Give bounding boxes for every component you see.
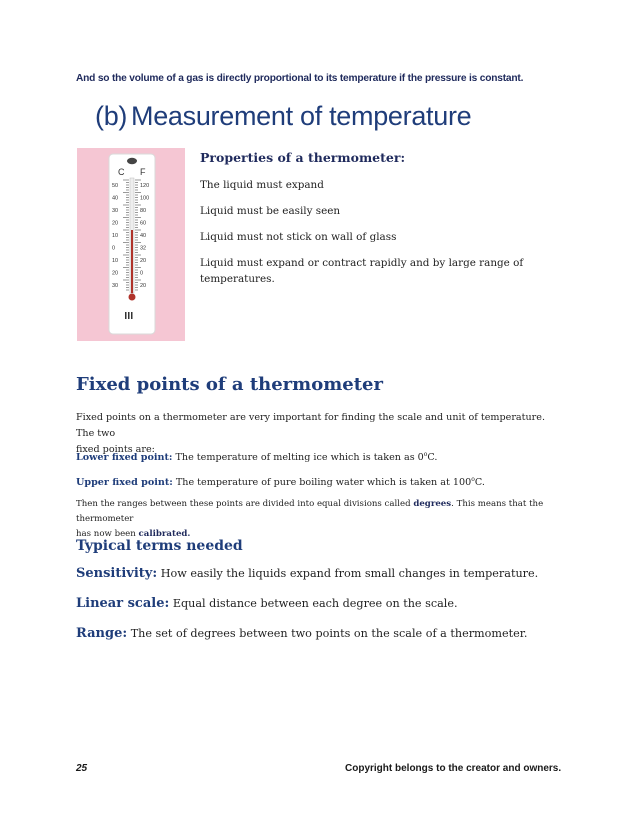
property-item: Liquid must be easily seen [200, 205, 341, 217]
degree-sup: o [423, 451, 428, 458]
fahrenheit-tick-label: 40 [140, 233, 147, 239]
calibration-paragraph [76, 497, 566, 542]
thermometer-image [77, 148, 185, 341]
upper-fixed-point-text: The temperature of pure boiling water which is taken at 100 [172, 477, 472, 489]
calibration-text: has now been [76, 529, 139, 539]
section-title: Measurement of temperature [131, 101, 472, 131]
term-range [76, 626, 527, 641]
copyright-notice: Copyright belongs to the creator and owners. [345, 763, 562, 774]
celsius-tick-label: 30 [112, 208, 119, 214]
fahrenheit-tick-label: 32 [140, 245, 147, 252]
lower-fixed-point-label: Lower fixed point: [76, 452, 173, 464]
fahrenheit-tick-label: 120 [140, 183, 150, 189]
celsius-tick-label: 20 [112, 270, 119, 277]
property-item: Liquid must expand or contract rapidly and by large range of [200, 257, 524, 269]
fixed-points-intro-line: fixed points are: [76, 444, 155, 455]
section-heading-measurement [95, 101, 471, 132]
celsius-label: C [118, 167, 125, 177]
fahrenheit-tick-label: 80 [140, 208, 147, 214]
thermometer-illustration [77, 148, 185, 341]
term-label: Linear scale: [76, 596, 170, 611]
term-text: Equal distance between each degree on the scale. [169, 597, 458, 610]
celsius-tick-label: 30 [112, 283, 119, 289]
upper-fixed-point-label: Upper fixed point: [76, 477, 173, 489]
calibrated-term: calibrated. [138, 529, 191, 539]
celsius-tick-label: 0 [112, 245, 116, 252]
term-text: How easily the liquids expand from small changes in temperature. [157, 567, 539, 580]
intro-sentence: And so the volume of a gas is directly proportional to its temperature if the pressure is constant. [76, 73, 524, 84]
page-number: 25 [76, 763, 88, 774]
property-item-continued: temperatures. [200, 273, 275, 285]
term-text: The set of degrees between two points on the scale of a thermometer. [127, 627, 528, 640]
section-number: (b) [95, 101, 128, 131]
celsius-tick-label: 10 [112, 258, 119, 264]
degrees-term: degrees [413, 499, 452, 509]
calibration-text: . This means that the thermometer [76, 499, 544, 524]
upper-fixed-point [76, 472, 566, 491]
unit: C. [474, 477, 485, 489]
celsius-tick-label: 40 [112, 195, 119, 202]
celsius-tick-label: 50 [112, 183, 119, 189]
term-label: Sensitivity: [76, 566, 158, 581]
unit: C. [427, 452, 438, 464]
fahrenheit-tick-label: 20 [140, 258, 147, 264]
property-item: The liquid must expand [200, 179, 324, 191]
lower-fixed-point [76, 447, 566, 466]
term-linear-scale [76, 596, 458, 611]
typical-terms-heading: Typical terms needed [76, 538, 243, 554]
fahrenheit-tick-label: 60 [140, 220, 147, 227]
celsius-tick-label: 10 [112, 233, 119, 239]
fahrenheit-label: F [140, 167, 146, 177]
fahrenheit-tick-label: 100 [140, 195, 150, 202]
term-sensitivity [76, 566, 538, 581]
term-label: Range: [76, 626, 128, 641]
property-item: Liquid must not stick on wall of glass [200, 231, 397, 243]
celsius-tick-label: 20 [112, 220, 119, 227]
fahrenheit-tick-label: 0 [140, 270, 144, 277]
fixed-points-intro-line: Fixed points on a thermometer are very important for finding the scale and unit of temperature. The two [76, 412, 545, 439]
lower-fixed-point-text: The temperature of melting ice which is taken as 0 [172, 452, 424, 464]
calibration-text: Then the ranges between these points are divided into equal divisions called [76, 499, 414, 509]
properties-title: Properties of a thermometer: [200, 150, 406, 165]
fahrenheit-tick-label: 20 [140, 283, 147, 289]
degree-sup: o [471, 476, 475, 483]
fixed-points-heading: Fixed points of a thermometer [76, 374, 383, 395]
